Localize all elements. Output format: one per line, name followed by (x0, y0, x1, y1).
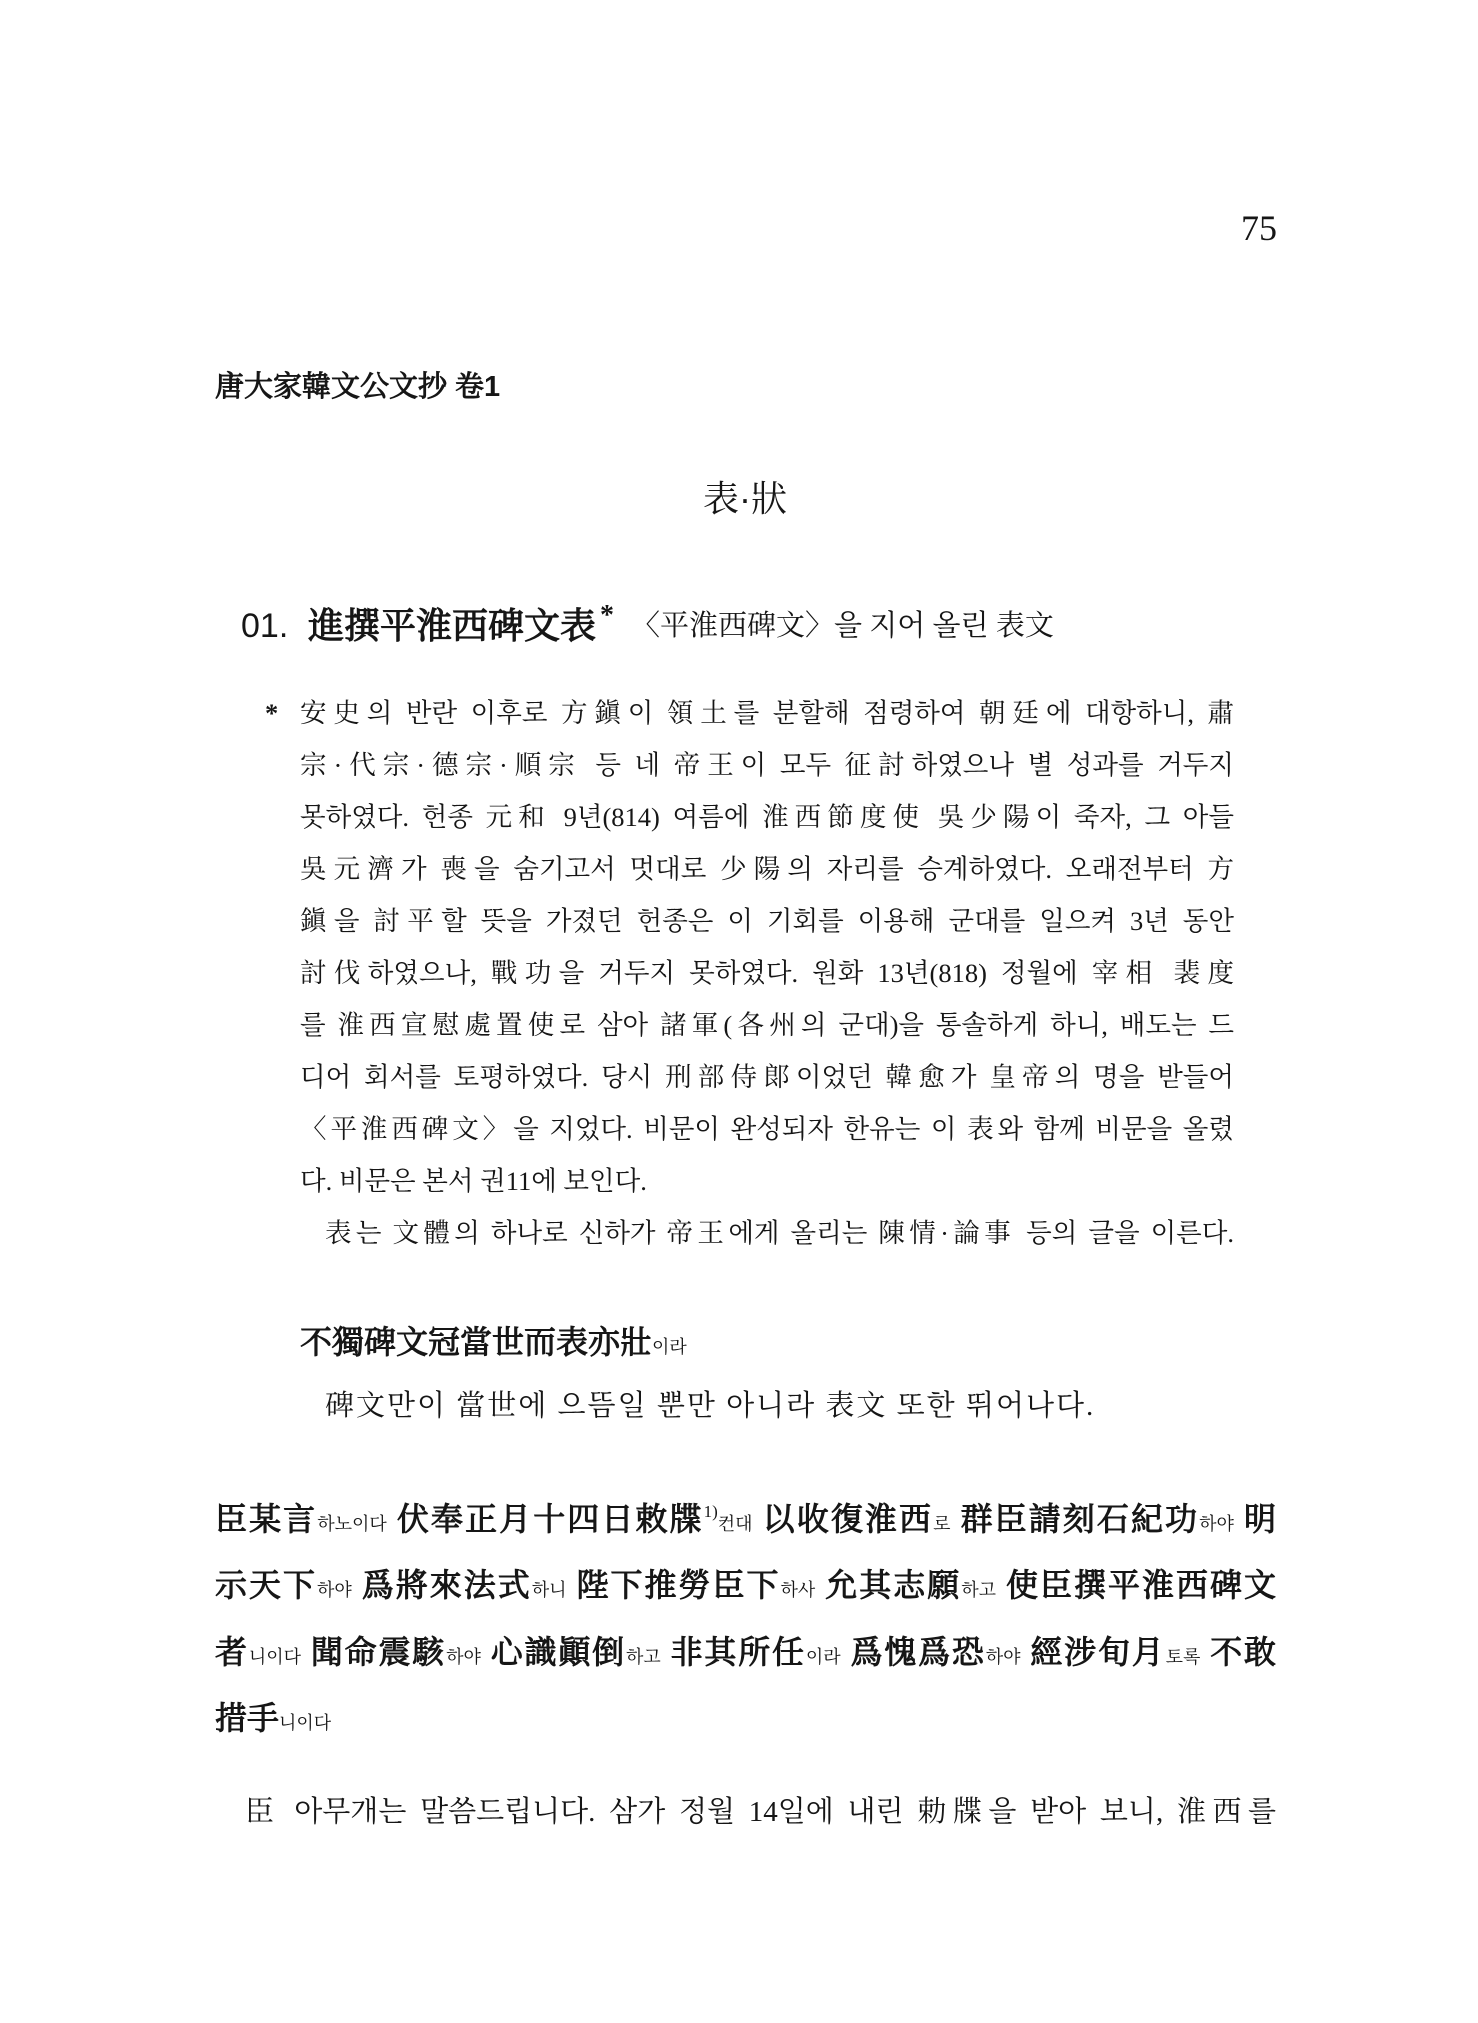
note-line: 디어 회서를 토평하였다. 당시 刑部侍郞이었던 韓愈가 皇帝의 명을 받들어 (300, 1062, 1234, 1092)
hanja-phrase: 不敢 (1210, 1633, 1277, 1670)
note-line: 討伐하였으나, 戰功을 거두지 못하였다. 원화 13년(818) 정월에 宰相 裴度 (300, 958, 1234, 988)
hanja-phrase: 示天下 (215, 1567, 317, 1604)
hyeonto-ending: 토록 (1165, 1646, 1201, 1667)
hanja-phrase: 明 (1244, 1501, 1277, 1537)
running-header: 唐大家韓文公文抄 卷1 (215, 371, 501, 403)
source-text-block (215, 1489, 1276, 1754)
entry-number: 01. (241, 607, 289, 645)
section-title: 表·狀 (703, 478, 787, 519)
hyeonto-ending: 하니 (531, 1580, 567, 1601)
hanja-phrase: 聞命震駭 (310, 1633, 447, 1670)
hanja-phrase: 非其所任 (670, 1633, 806, 1670)
hyeonto-ending: 하야 (985, 1646, 1021, 1667)
note-line: 못하였다. 헌종 元和 9년(814) 여름에 淮西節度使 吳少陽이 죽자, 그 아들 (300, 802, 1234, 832)
hyeonto-ending: 컨대 (717, 1514, 753, 1534)
entry-title-hanja: 進撰平淮西碑文表 (308, 606, 597, 646)
note-line (265, 687, 1234, 739)
entry-note-marker: * (600, 600, 614, 631)
entry-title-korean: 〈平淮西碑文〉을 지어 올린 表文 (631, 610, 1054, 642)
note-line: 吳元濟가 喪을 숨기고서 멋대로 少陽의 자리를 승계하였다. 오래전부터 方 (300, 854, 1234, 884)
hyeonto-ending: 니이다 (248, 1646, 301, 1667)
hanja-phrase: 允其志願 (825, 1567, 962, 1604)
source-text-line (215, 1622, 1276, 1688)
hanja-phrase: 陛下推勞臣下 (576, 1567, 781, 1604)
hyeonto-ending: 니이다 (279, 1712, 332, 1733)
translation-block (245, 1784, 1276, 1840)
hanja-phrase: 臣某言 (215, 1501, 318, 1537)
hanja-phrase: 不獨碑文冠當世而表亦壯 (300, 1324, 653, 1360)
note-line: 를 淮西宣慰處置使로 삼아 諸軍(各州의 군대)을 통솔하게 하니, 배도는 드 (300, 1010, 1234, 1040)
translation-line: 臣 아무개는 말씀드립니다. 삼가 정월 14일에 내린 勅牒을 받아 보니, 淮西를 (245, 1796, 1276, 1828)
hyeonto-ending: 하야 (1199, 1514, 1234, 1534)
source-text-line (215, 1489, 1276, 1555)
hanja-phrase: 爲將來法式 (361, 1567, 532, 1604)
hyeonto-ending: 하고 (625, 1646, 661, 1667)
footnote-ref: 1) (703, 1502, 718, 1521)
note-line: 〈平淮西碑文〉을 지었다. 비문이 완성되자 한유는 이 表와 함께 비문을 올렸 (300, 1114, 1234, 1144)
note-line: 다. 비문은 본서 권11에 보인다. (300, 1166, 647, 1196)
summary-translation: 碑文만이 當世에 으뜸일 뿐만 아니라 表文 또한 뛰어나다. (325, 1390, 1096, 1422)
hanja-phrase: 心識顚倒 (490, 1633, 626, 1670)
hanja-phrase: 以收復淮西 (762, 1501, 934, 1537)
hanja-phrase: 者 (215, 1633, 249, 1670)
note-line-text: 安史의 반란 이후로 方鎭이 領土를 분할해 점령하여 朝廷에 대항하니, 肅 (300, 698, 1234, 728)
note-line: 宗·代宗·德宗·順宗 등 네 帝王이 모두 征討하였으나 별 성과를 거두지 (300, 750, 1234, 780)
hyeonto-ending: 하고 (961, 1580, 997, 1601)
source-text-line (215, 1688, 1276, 1754)
page-number: 75 (1241, 208, 1277, 248)
hyeonto-ending: 하야 (316, 1580, 352, 1601)
hanja-phrase: 措手 (215, 1699, 280, 1736)
hanja-phrase: 群臣請刻石紀功 (960, 1501, 1200, 1537)
hanja-phrase: 爲愧爲恐 (850, 1633, 986, 1670)
note-asterisk: * (265, 698, 279, 728)
hyeonto-ending: 이라 (652, 1337, 687, 1357)
summary-original-text (300, 1314, 687, 1375)
hyeonto-ending: 하사 (780, 1580, 816, 1601)
hyeonto-ending: 이라 (805, 1646, 841, 1667)
hyeonto-ending: 하야 (446, 1646, 481, 1667)
source-text-line (215, 1555, 1276, 1621)
editorial-note (265, 687, 1234, 1259)
hyeonto-ending: 로 (933, 1514, 951, 1534)
hanja-phrase: 經涉旬月 (1030, 1633, 1166, 1670)
note-paragraph: 表는 文體의 하나로 신하가 帝王에게 올리는 陳情·論事 등의 글을 이른다. (325, 1218, 1234, 1248)
hyeonto-ending: 하노이다 (317, 1514, 387, 1534)
note-line: 鎭을 討平할 뜻을 가졌던 헌종은 이 기회를 이용해 군대를 일으켜 3년 동안 (300, 906, 1234, 936)
hanja-phrase: 使臣撰平淮西碑文 (1006, 1567, 1276, 1604)
hanja-phrase: 伏奉正月十四日敕牒 (396, 1501, 704, 1537)
